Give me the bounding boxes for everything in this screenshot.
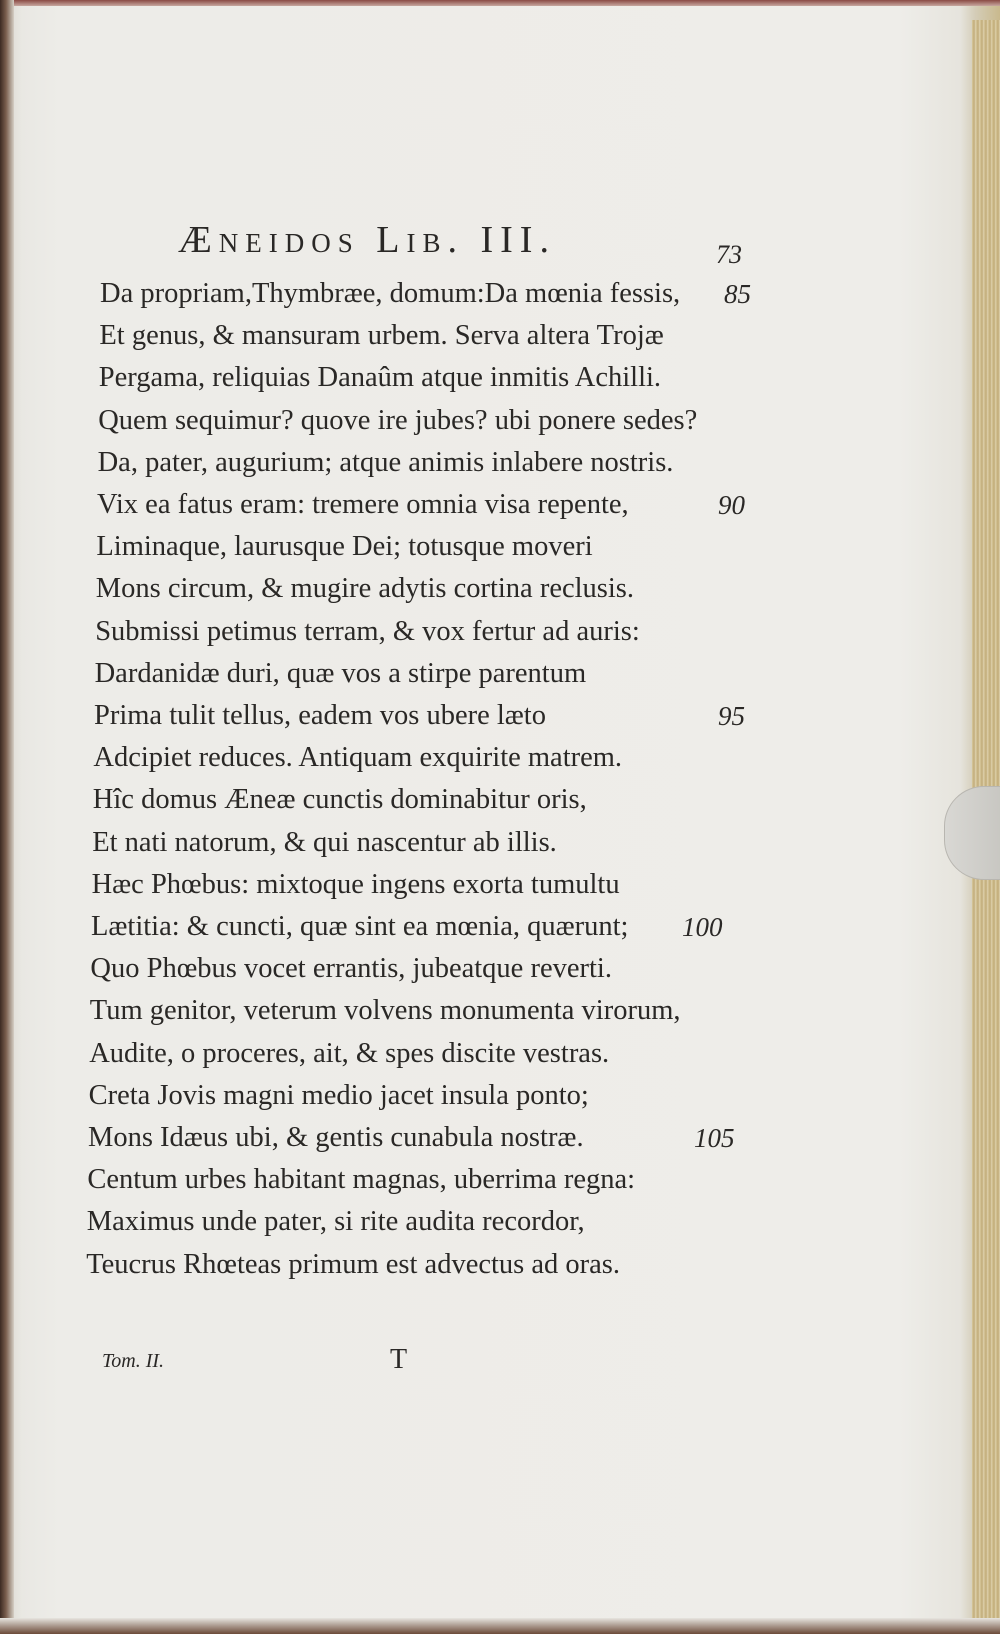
verse-line bbox=[95, 610, 640, 654]
line-number: 95 bbox=[718, 701, 745, 731]
verse-text: Hæc Phœbus: mixtoque ingens exorta tumultu bbox=[91, 868, 620, 900]
line-number: 90 bbox=[718, 490, 745, 520]
verse-text: Hîc domus Æneæ cunctis dominabitur oris, bbox=[92, 784, 587, 816]
page-number: 73 bbox=[716, 240, 742, 269]
verse-text: Da, pater, augurium; atque animis inlabere nostris. bbox=[97, 446, 674, 478]
verse-text: Quem sequimur? quove ire jubes? ubi ponere sedes? bbox=[98, 404, 698, 436]
verse-line bbox=[97, 483, 745, 527]
verse-line bbox=[90, 989, 681, 1033]
verse-line bbox=[96, 567, 634, 611]
verse-text: Pergama, reliquias Danaûm atque inmitis Achilli. bbox=[98, 362, 662, 394]
verse-line bbox=[86, 1243, 620, 1287]
verse-text: Dardanidæ duri, quæ vos a stirpe parentum bbox=[94, 657, 587, 689]
verse-text: Teucrus Rhœteas primum est advectus ad oras. bbox=[86, 1248, 621, 1280]
verse-line bbox=[91, 905, 723, 949]
verse-line bbox=[93, 778, 587, 822]
page-header bbox=[178, 218, 758, 274]
verse-text: Liminaque, laurusque Dei; totusque moveri bbox=[96, 531, 593, 563]
verse-text: Audite, o proceres, ait, & spes discite vestras. bbox=[89, 1037, 610, 1069]
verse-line bbox=[90, 947, 612, 991]
verse-line bbox=[98, 399, 697, 443]
verse-line bbox=[88, 1116, 735, 1160]
verse-text: Mons Idæus ubi, & gentis cunabula nostræ. bbox=[88, 1122, 584, 1153]
verse-line bbox=[100, 272, 751, 316]
verse-line bbox=[89, 1032, 609, 1076]
verse-text: Adcipiet reduces. Antiquam exquirite matrem. bbox=[93, 742, 623, 774]
verse-line bbox=[95, 652, 587, 696]
verse-text: Vix ea fatus eram: tremere omnia visa repente, bbox=[97, 489, 629, 520]
verse-text: Prima tulit tellus, eadem vos ubere læto bbox=[94, 700, 546, 731]
verse-text: Lætitia: & cuncti, quæ sint ea mœnia, quærunt; bbox=[91, 911, 629, 942]
verse-line bbox=[87, 1200, 585, 1244]
verse-line bbox=[92, 821, 557, 865]
line-number: 100 bbox=[682, 912, 723, 942]
verse-text: Submissi petimus terram, & vox fertur ad auris: bbox=[95, 615, 640, 647]
verse-line bbox=[87, 1158, 635, 1202]
verse-line bbox=[89, 1074, 589, 1118]
verse-line bbox=[94, 694, 745, 738]
verse-line bbox=[92, 863, 620, 907]
verse-text: Maximus unde pater, si rite audita recordor, bbox=[86, 1206, 585, 1238]
verse-text: Et nati natorum, & qui nascentur ab illis. bbox=[92, 826, 557, 858]
verse-text: Quo Phœbus vocet errantis, jubeatque reverti. bbox=[90, 953, 612, 985]
volume-signature: Tom. II. bbox=[102, 1350, 165, 1372]
verse-text: Centum urbes habitant magnas, uberrima regna: bbox=[87, 1164, 636, 1196]
line-number: 105 bbox=[694, 1123, 735, 1153]
running-title: Æneidos Lib. III. bbox=[178, 219, 556, 261]
verse-line bbox=[96, 525, 592, 569]
verse-line bbox=[99, 314, 663, 358]
verse-text: Creta Jovis magni medio jacet insula ponto; bbox=[88, 1079, 589, 1111]
verse-text: Da propriam,Thymbræe, domum:Da mœnia fessis, bbox=[100, 278, 681, 309]
verse-text: Et genus, & mansuram urbem. Serva altera Trojæ bbox=[99, 320, 664, 352]
verse-text: Tum genitor, veterum volvens monumenta virorum, bbox=[89, 995, 681, 1027]
line-number: 85 bbox=[724, 279, 751, 309]
verse-line bbox=[93, 736, 622, 780]
verse-text: Mons circum, & mugire adytis cortina reclusis. bbox=[95, 573, 635, 605]
verse-line bbox=[99, 356, 661, 400]
verse-line bbox=[98, 441, 674, 485]
signature-mark: T bbox=[390, 1344, 408, 1375]
